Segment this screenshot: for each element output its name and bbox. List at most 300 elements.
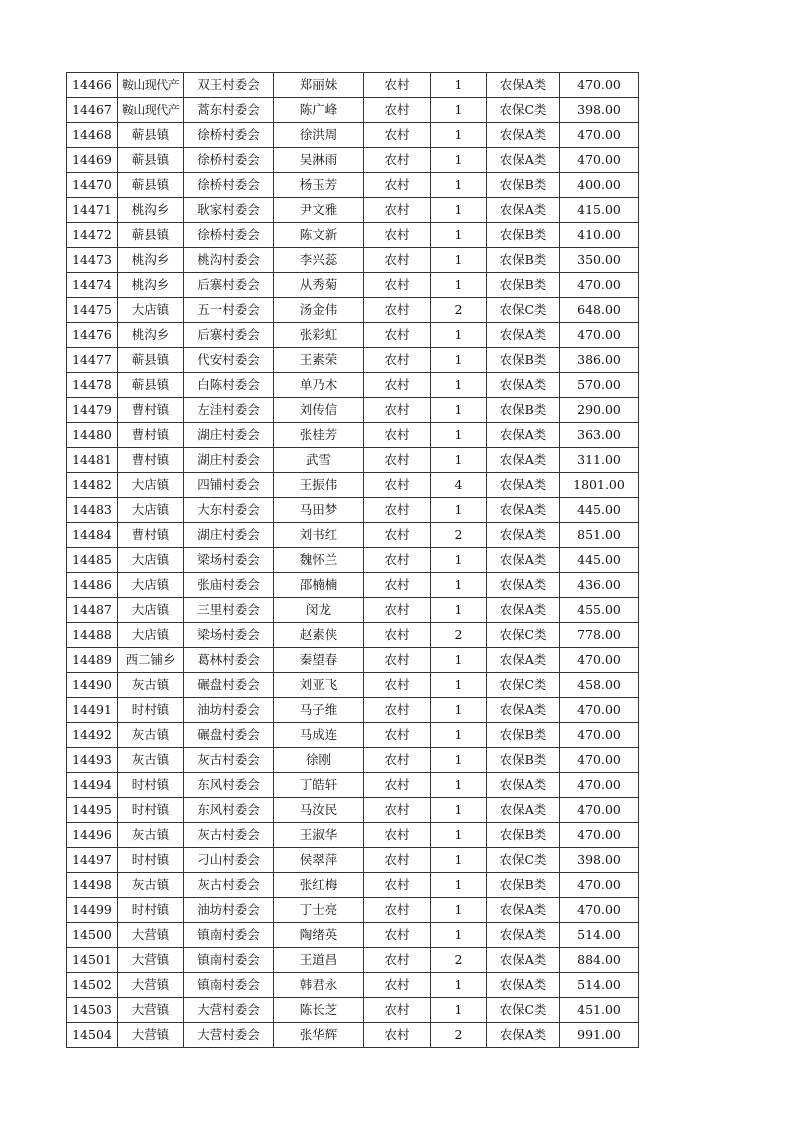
- cell-type: 农村: [364, 823, 431, 848]
- cell-name: 王振伟: [274, 473, 364, 498]
- cell-amount: 386.00: [560, 348, 639, 373]
- cell-village: 湖庄村委会: [184, 448, 274, 473]
- cell-town: 时村镇: [118, 848, 184, 873]
- cell-category: 农保A类: [487, 448, 560, 473]
- table-row: [67, 448, 639, 473]
- cell-id: 14475: [67, 298, 118, 323]
- cell-town: 大营镇: [118, 973, 184, 998]
- cell-id: 14481: [67, 448, 118, 473]
- table-row: [67, 723, 639, 748]
- table-row: [67, 348, 639, 373]
- cell-village: 四铺村委会: [184, 473, 274, 498]
- cell-count: 2: [431, 523, 487, 548]
- cell-town: 大店镇: [118, 573, 184, 598]
- cell-id: 14501: [67, 948, 118, 973]
- cell-id: 14503: [67, 998, 118, 1023]
- cell-name: 张彩虹: [274, 323, 364, 348]
- cell-amount: 410.00: [560, 223, 639, 248]
- cell-town: 蕲县镇: [118, 348, 184, 373]
- cell-count: 1: [431, 848, 487, 873]
- cell-type: 农村: [364, 348, 431, 373]
- cell-amount: 884.00: [560, 948, 639, 973]
- cell-category: 农保A类: [487, 698, 560, 723]
- cell-amount: 458.00: [560, 673, 639, 698]
- table-row: [67, 773, 639, 798]
- cell-amount: 470.00: [560, 73, 639, 98]
- cell-village: 梁场村委会: [184, 548, 274, 573]
- cell-village: 大营村委会: [184, 1023, 274, 1048]
- table-row: [67, 748, 639, 773]
- cell-id: 14470: [67, 173, 118, 198]
- cell-type: 农村: [364, 373, 431, 398]
- cell-name: 徐刚: [274, 748, 364, 773]
- cell-category: 农保C类: [487, 998, 560, 1023]
- cell-village: 灰古村委会: [184, 873, 274, 898]
- cell-village: 镇南村委会: [184, 948, 274, 973]
- table-row: [67, 373, 639, 398]
- cell-name: 丁士亮: [274, 898, 364, 923]
- cell-town: 西二铺乡: [118, 648, 184, 673]
- cell-village: 徐桥村委会: [184, 148, 274, 173]
- cell-village: 碾盘村委会: [184, 723, 274, 748]
- cell-village: 大营村委会: [184, 998, 274, 1023]
- cell-village: 后寨村委会: [184, 323, 274, 348]
- cell-count: 4: [431, 473, 487, 498]
- table-row: [67, 948, 639, 973]
- table-row: [67, 923, 639, 948]
- cell-type: 农村: [364, 973, 431, 998]
- cell-amount: 398.00: [560, 848, 639, 873]
- cell-town: 灰古镇: [118, 873, 184, 898]
- table-row: [67, 173, 639, 198]
- table-row: [67, 398, 639, 423]
- cell-count: 1: [431, 98, 487, 123]
- cell-town: 桃沟乡: [118, 248, 184, 273]
- cell-category: 农保C类: [487, 298, 560, 323]
- cell-village: 镇南村委会: [184, 973, 274, 998]
- cell-id: 14469: [67, 148, 118, 173]
- cell-count: 1: [431, 223, 487, 248]
- cell-count: 1: [431, 248, 487, 273]
- cell-category: 农保A类: [487, 548, 560, 573]
- cell-town: 桃沟乡: [118, 273, 184, 298]
- cell-town: 大店镇: [118, 598, 184, 623]
- cell-town: 大店镇: [118, 473, 184, 498]
- cell-category: 农保B类: [487, 223, 560, 248]
- cell-id: 14474: [67, 273, 118, 298]
- cell-name: 从秀菊: [274, 273, 364, 298]
- cell-type: 农村: [364, 948, 431, 973]
- cell-category: 农保B类: [487, 823, 560, 848]
- cell-id: 14494: [67, 773, 118, 798]
- cell-town: 蕲县镇: [118, 173, 184, 198]
- cell-name: 郑丽妹: [274, 73, 364, 98]
- cell-name: 陈广峰: [274, 98, 364, 123]
- cell-id: 14498: [67, 873, 118, 898]
- cell-count: 1: [431, 448, 487, 473]
- cell-id: 14504: [67, 1023, 118, 1048]
- cell-category: 农保A类: [487, 123, 560, 148]
- cell-count: 2: [431, 1023, 487, 1048]
- table-row: [67, 523, 639, 548]
- cell-town: 灰古镇: [118, 673, 184, 698]
- cell-id: 14490: [67, 673, 118, 698]
- cell-type: 农村: [364, 323, 431, 348]
- cell-type: 农村: [364, 273, 431, 298]
- cell-town: 时村镇: [118, 698, 184, 723]
- cell-count: 1: [431, 323, 487, 348]
- table-row: [67, 473, 639, 498]
- cell-category: 农保C类: [487, 673, 560, 698]
- table-row: [67, 873, 639, 898]
- cell-id: 14493: [67, 748, 118, 773]
- cell-name: 王淑华: [274, 823, 364, 848]
- cell-count: 1: [431, 698, 487, 723]
- cell-town: 时村镇: [118, 773, 184, 798]
- cell-name: 杨玉芳: [274, 173, 364, 198]
- cell-name: 尹文雅: [274, 198, 364, 223]
- cell-id: 14467: [67, 98, 118, 123]
- table-row: [67, 548, 639, 573]
- cell-amount: 470.00: [560, 323, 639, 348]
- cell-category: 农保A类: [487, 1023, 560, 1048]
- cell-town: 大店镇: [118, 548, 184, 573]
- cell-village: 左洼村委会: [184, 398, 274, 423]
- cell-village: 梁场村委会: [184, 623, 274, 648]
- cell-town: 蕲县镇: [118, 223, 184, 248]
- cell-category: 农保A类: [487, 773, 560, 798]
- cell-name: 刘书红: [274, 523, 364, 548]
- cell-type: 农村: [364, 573, 431, 598]
- cell-category: 农保A类: [487, 948, 560, 973]
- table-row: [67, 223, 639, 248]
- table-row: [67, 73, 639, 98]
- cell-type: 农村: [364, 623, 431, 648]
- cell-village: 油坊村委会: [184, 898, 274, 923]
- cell-amount: 470.00: [560, 723, 639, 748]
- cell-type: 农村: [364, 123, 431, 148]
- cell-village: 东风村委会: [184, 798, 274, 823]
- cell-amount: 290.00: [560, 398, 639, 423]
- table-row: [67, 198, 639, 223]
- cell-amount: 470.00: [560, 123, 639, 148]
- cell-id: 14487: [67, 598, 118, 623]
- cell-name: 丁皓轩: [274, 773, 364, 798]
- cell-town: 时村镇: [118, 798, 184, 823]
- cell-id: 14480: [67, 423, 118, 448]
- cell-village: 白陈村委会: [184, 373, 274, 398]
- cell-village: 后寨村委会: [184, 273, 274, 298]
- cell-type: 农村: [364, 98, 431, 123]
- cell-amount: 445.00: [560, 548, 639, 573]
- cell-amount: 648.00: [560, 298, 639, 323]
- cell-category: 农保A类: [487, 148, 560, 173]
- cell-id: 14492: [67, 723, 118, 748]
- cell-village: 徐桥村委会: [184, 123, 274, 148]
- table-row: [67, 798, 639, 823]
- cell-count: 1: [431, 723, 487, 748]
- cell-category: 农保A类: [487, 198, 560, 223]
- cell-type: 农村: [364, 398, 431, 423]
- cell-id: 14495: [67, 798, 118, 823]
- cell-village: 双王村委会: [184, 73, 274, 98]
- cell-id: 14502: [67, 973, 118, 998]
- cell-town: 蕲县镇: [118, 148, 184, 173]
- cell-town: 大店镇: [118, 498, 184, 523]
- cell-name: 马子维: [274, 698, 364, 723]
- cell-town: 曹村镇: [118, 523, 184, 548]
- table-row: [67, 248, 639, 273]
- cell-amount: 415.00: [560, 198, 639, 223]
- cell-id: 14499: [67, 898, 118, 923]
- cell-count: 1: [431, 148, 487, 173]
- cell-id: 14486: [67, 573, 118, 598]
- cell-name: 马成连: [274, 723, 364, 748]
- table-row: [67, 498, 639, 523]
- cell-id: 14483: [67, 498, 118, 523]
- cell-count: 1: [431, 598, 487, 623]
- cell-type: 农村: [364, 248, 431, 273]
- cell-town: 大营镇: [118, 1023, 184, 1048]
- cell-name: 马田梦: [274, 498, 364, 523]
- table-row: [67, 998, 639, 1023]
- cell-id: 14500: [67, 923, 118, 948]
- cell-type: 农村: [364, 1023, 431, 1048]
- cell-type: 农村: [364, 873, 431, 898]
- cell-type: 农村: [364, 848, 431, 873]
- table-row: [67, 148, 639, 173]
- cell-town: 桃沟乡: [118, 198, 184, 223]
- cell-name: 马汝民: [274, 798, 364, 823]
- cell-count: 1: [431, 423, 487, 448]
- cell-category: 农保A类: [487, 73, 560, 98]
- cell-category: 农保A类: [487, 423, 560, 448]
- cell-town: 鞍山现代产: [118, 98, 184, 123]
- cell-amount: 451.00: [560, 998, 639, 1023]
- cell-count: 1: [431, 73, 487, 98]
- cell-town: 灰古镇: [118, 748, 184, 773]
- cell-amount: 851.00: [560, 523, 639, 548]
- table-row: [67, 1023, 639, 1048]
- cell-name: 李兴蕊: [274, 248, 364, 273]
- cell-amount: 514.00: [560, 923, 639, 948]
- table-row: [67, 573, 639, 598]
- cell-category: 农保B类: [487, 248, 560, 273]
- cell-name: 侯翠萍: [274, 848, 364, 873]
- cell-count: 1: [431, 273, 487, 298]
- cell-town: 曹村镇: [118, 398, 184, 423]
- cell-category: 农保A类: [487, 923, 560, 948]
- cell-village: 五一村委会: [184, 298, 274, 323]
- table-row: [67, 698, 639, 723]
- cell-name: 王道昌: [274, 948, 364, 973]
- cell-type: 农村: [364, 173, 431, 198]
- cell-name: 赵素侠: [274, 623, 364, 648]
- cell-category: 农保B类: [487, 398, 560, 423]
- cell-town: 蕲县镇: [118, 123, 184, 148]
- records-table-body: [67, 73, 639, 1048]
- cell-type: 农村: [364, 898, 431, 923]
- cell-category: 农保B类: [487, 748, 560, 773]
- cell-type: 农村: [364, 498, 431, 523]
- cell-name: 单乃木: [274, 373, 364, 398]
- cell-village: 镇南村委会: [184, 923, 274, 948]
- cell-village: 刁山村委会: [184, 848, 274, 873]
- cell-amount: 470.00: [560, 898, 639, 923]
- cell-count: 1: [431, 973, 487, 998]
- cell-id: 14496: [67, 823, 118, 848]
- cell-type: 农村: [364, 473, 431, 498]
- table-row: [67, 98, 639, 123]
- cell-type: 农村: [364, 448, 431, 473]
- cell-amount: 514.00: [560, 973, 639, 998]
- cell-category: 农保A类: [487, 648, 560, 673]
- cell-amount: 470.00: [560, 773, 639, 798]
- cell-count: 2: [431, 948, 487, 973]
- cell-id: 14485: [67, 548, 118, 573]
- cell-village: 葛林村委会: [184, 648, 274, 673]
- cell-town: 大营镇: [118, 923, 184, 948]
- cell-count: 1: [431, 748, 487, 773]
- table-row: [67, 598, 639, 623]
- cell-category: 农保A类: [487, 798, 560, 823]
- cell-town: 大营镇: [118, 948, 184, 973]
- cell-name: 刘传信: [274, 398, 364, 423]
- cell-amount: 570.00: [560, 373, 639, 398]
- cell-name: 张华辉: [274, 1023, 364, 1048]
- cell-type: 农村: [364, 73, 431, 98]
- cell-category: 农保B类: [487, 873, 560, 898]
- cell-type: 农村: [364, 198, 431, 223]
- cell-village: 徐桥村委会: [184, 223, 274, 248]
- table-row: [67, 673, 639, 698]
- cell-id: 14472: [67, 223, 118, 248]
- cell-count: 1: [431, 648, 487, 673]
- table-row: [67, 973, 639, 998]
- cell-id: 14484: [67, 523, 118, 548]
- cell-amount: 436.00: [560, 573, 639, 598]
- cell-name: 王素荣: [274, 348, 364, 373]
- table-row: [67, 848, 639, 873]
- cell-name: 闵龙: [274, 598, 364, 623]
- cell-type: 农村: [364, 773, 431, 798]
- cell-count: 1: [431, 673, 487, 698]
- cell-village: 湖庄村委会: [184, 423, 274, 448]
- cell-amount: 470.00: [560, 148, 639, 173]
- cell-category: 农保A类: [487, 498, 560, 523]
- cell-count: 1: [431, 998, 487, 1023]
- cell-count: 1: [431, 898, 487, 923]
- cell-category: 农保C类: [487, 623, 560, 648]
- cell-name: 陈长芝: [274, 998, 364, 1023]
- cell-type: 农村: [364, 223, 431, 248]
- cell-amount: 398.00: [560, 98, 639, 123]
- cell-name: 张桂芳: [274, 423, 364, 448]
- cell-amount: 470.00: [560, 273, 639, 298]
- cell-type: 农村: [364, 523, 431, 548]
- cell-category: 农保A类: [487, 373, 560, 398]
- table-row: [67, 298, 639, 323]
- cell-name: 徐洪周: [274, 123, 364, 148]
- cell-count: 1: [431, 548, 487, 573]
- cell-town: 大店镇: [118, 298, 184, 323]
- cell-village: 碾盘村委会: [184, 673, 274, 698]
- cell-category: 农保A类: [487, 473, 560, 498]
- table-row: [67, 123, 639, 148]
- cell-category: 农保A类: [487, 523, 560, 548]
- table-row: [67, 423, 639, 448]
- cell-amount: 470.00: [560, 648, 639, 673]
- cell-id: 14471: [67, 198, 118, 223]
- cell-amount: 455.00: [560, 598, 639, 623]
- cell-name: 陈文新: [274, 223, 364, 248]
- cell-count: 1: [431, 198, 487, 223]
- cell-type: 农村: [364, 148, 431, 173]
- cell-count: 1: [431, 123, 487, 148]
- cell-type: 农村: [364, 923, 431, 948]
- cell-count: 1: [431, 348, 487, 373]
- table-row: [67, 898, 639, 923]
- cell-count: 1: [431, 923, 487, 948]
- cell-town: 桃沟乡: [118, 323, 184, 348]
- cell-count: 1: [431, 773, 487, 798]
- cell-amount: 470.00: [560, 873, 639, 898]
- cell-category: 农保A类: [487, 898, 560, 923]
- cell-village: 桃沟村委会: [184, 248, 274, 273]
- cell-count: 1: [431, 498, 487, 523]
- cell-count: 1: [431, 798, 487, 823]
- cell-town: 大营镇: [118, 998, 184, 1023]
- table-row: [67, 648, 639, 673]
- cell-amount: 363.00: [560, 423, 639, 448]
- cell-village: 东风村委会: [184, 773, 274, 798]
- cell-town: 蕲县镇: [118, 373, 184, 398]
- cell-village: 三里村委会: [184, 598, 274, 623]
- table-row: [67, 323, 639, 348]
- cell-type: 农村: [364, 673, 431, 698]
- cell-type: 农村: [364, 998, 431, 1023]
- cell-category: 农保B类: [487, 723, 560, 748]
- cell-id: 14473: [67, 248, 118, 273]
- cell-count: 1: [431, 573, 487, 598]
- cell-id: 14477: [67, 348, 118, 373]
- cell-amount: 1801.00: [560, 473, 639, 498]
- cell-town: 大店镇: [118, 623, 184, 648]
- cell-name: 魏怀兰: [274, 548, 364, 573]
- cell-name: 吴淋雨: [274, 148, 364, 173]
- cell-name: 陶绪英: [274, 923, 364, 948]
- cell-id: 14488: [67, 623, 118, 648]
- cell-name: 秦望春: [274, 648, 364, 673]
- cell-id: 14476: [67, 323, 118, 348]
- cell-id: 14479: [67, 398, 118, 423]
- cell-village: 代安村委会: [184, 348, 274, 373]
- table-row: [67, 623, 639, 648]
- cell-amount: 445.00: [560, 498, 639, 523]
- cell-amount: 991.00: [560, 1023, 639, 1048]
- cell-name: 韩君永: [274, 973, 364, 998]
- cell-category: 农保A类: [487, 598, 560, 623]
- cell-type: 农村: [364, 698, 431, 723]
- table-row: [67, 823, 639, 848]
- cell-village: 油坊村委会: [184, 698, 274, 723]
- cell-category: 农保A类: [487, 573, 560, 598]
- cell-amount: 470.00: [560, 823, 639, 848]
- cell-name: 武雪: [274, 448, 364, 473]
- cell-type: 农村: [364, 798, 431, 823]
- cell-count: 1: [431, 823, 487, 848]
- cell-category: 农保B类: [487, 273, 560, 298]
